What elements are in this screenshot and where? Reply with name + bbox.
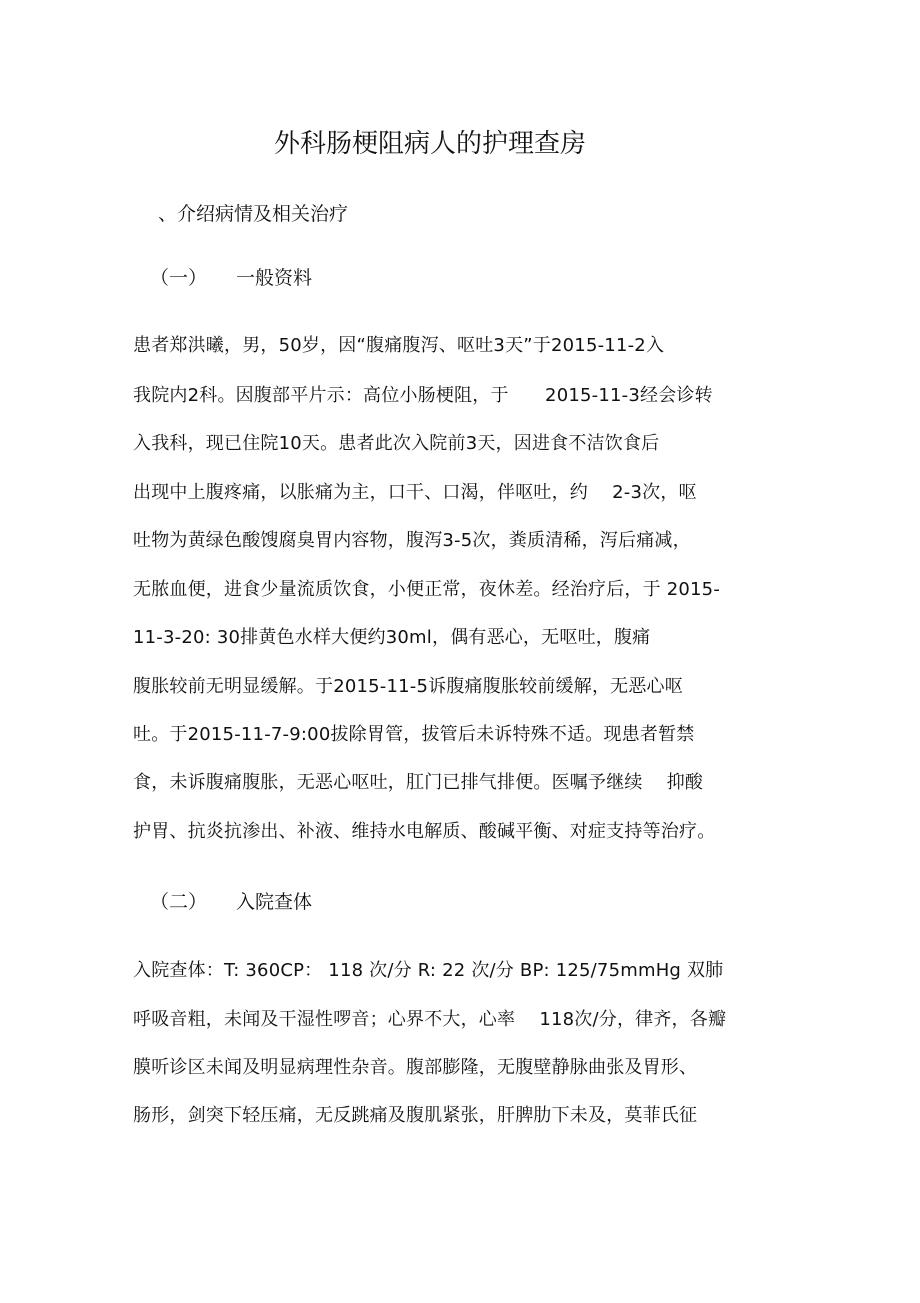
paragraph-line: 膜听诊区未闻及明显病理性杂音。腹部膨隆，无腹壁静脉曲张及胃形、 bbox=[133, 1057, 698, 1078]
paragraph-line: 11-3-20: 30排黄色水样大便约30ml，偶有恶心，无呕吐，腹痛 bbox=[133, 627, 651, 648]
paragraph-line: 入院查体：T: 360CP： 118 次/分 R: 22 次/分 BP: 125/75mmHg 双肺 bbox=[133, 960, 724, 981]
paragraph-line: 患者郑洪曦，男，50岁，因“腹痛腹泻、呕吐3天”于2015-11-2入 bbox=[133, 335, 665, 356]
section-heading: 、介绍病情及相关治疗 bbox=[158, 203, 349, 225]
paragraph-line: 吐。于2015-11-7-9:00拔除胃管，拔管后未诉特殊不适。现患者暂禁 bbox=[133, 724, 695, 745]
paragraph-line: 入我科，现已住院10天。患者此次入院前3天，因进食不洁饮食后 bbox=[133, 433, 660, 454]
paragraph-line: 食，未诉腹痛腹胀，无恶心呕吐，肛门已排气排便。医嘱予继续 抑酸 bbox=[133, 772, 704, 793]
paragraph-line: 肠形，剑突下轻压痛，无反跳痛及腹肌紧张，肝脾肋下未及，莫菲氏征 bbox=[133, 1105, 698, 1126]
paragraph-line: 呼吸音粗，未闻及干湿性啰音；心界不大，心率 118次/分，律齐，各瓣 bbox=[133, 1009, 727, 1030]
paragraph-line: 我院内2科。因腹部平片示：高位小肠梗阻，于 2015-11-3经会诊转 bbox=[133, 385, 713, 406]
subsection-1-label: （一） bbox=[150, 267, 208, 289]
paragraph-line: 腹胀较前无明显缓解。于2015-11-5诉腹痛腹胀较前缓解，无恶心呕 bbox=[133, 676, 683, 697]
subsection-2-title: 入院查体 bbox=[236, 891, 313, 913]
document-title: 外科肠梗阻病人的护理查房 bbox=[273, 129, 586, 159]
subsection-2-label: （二） bbox=[150, 891, 208, 913]
paragraph-line: 无脓血便，进食少量流质饮食，小便正常，夜休差。经治疗后，于 2015- bbox=[133, 579, 721, 600]
subsection-1-title: 一般资料 bbox=[236, 267, 313, 289]
paragraph-line: 吐物为黄绿色酸馊腐臭胃内容物，腹泻3-5次，粪质清稀，泻后痛减， bbox=[133, 530, 691, 551]
paragraph-line: 护胃、抗炎抗渗出、补液、维持水电解质、酸碱平衡、对症支持等治疗。 bbox=[133, 821, 716, 842]
paragraph-line: 出现中上腹疼痛，以胀痛为主，口干、口渴，伴呕吐，约 2-3次，呕 bbox=[133, 482, 697, 503]
